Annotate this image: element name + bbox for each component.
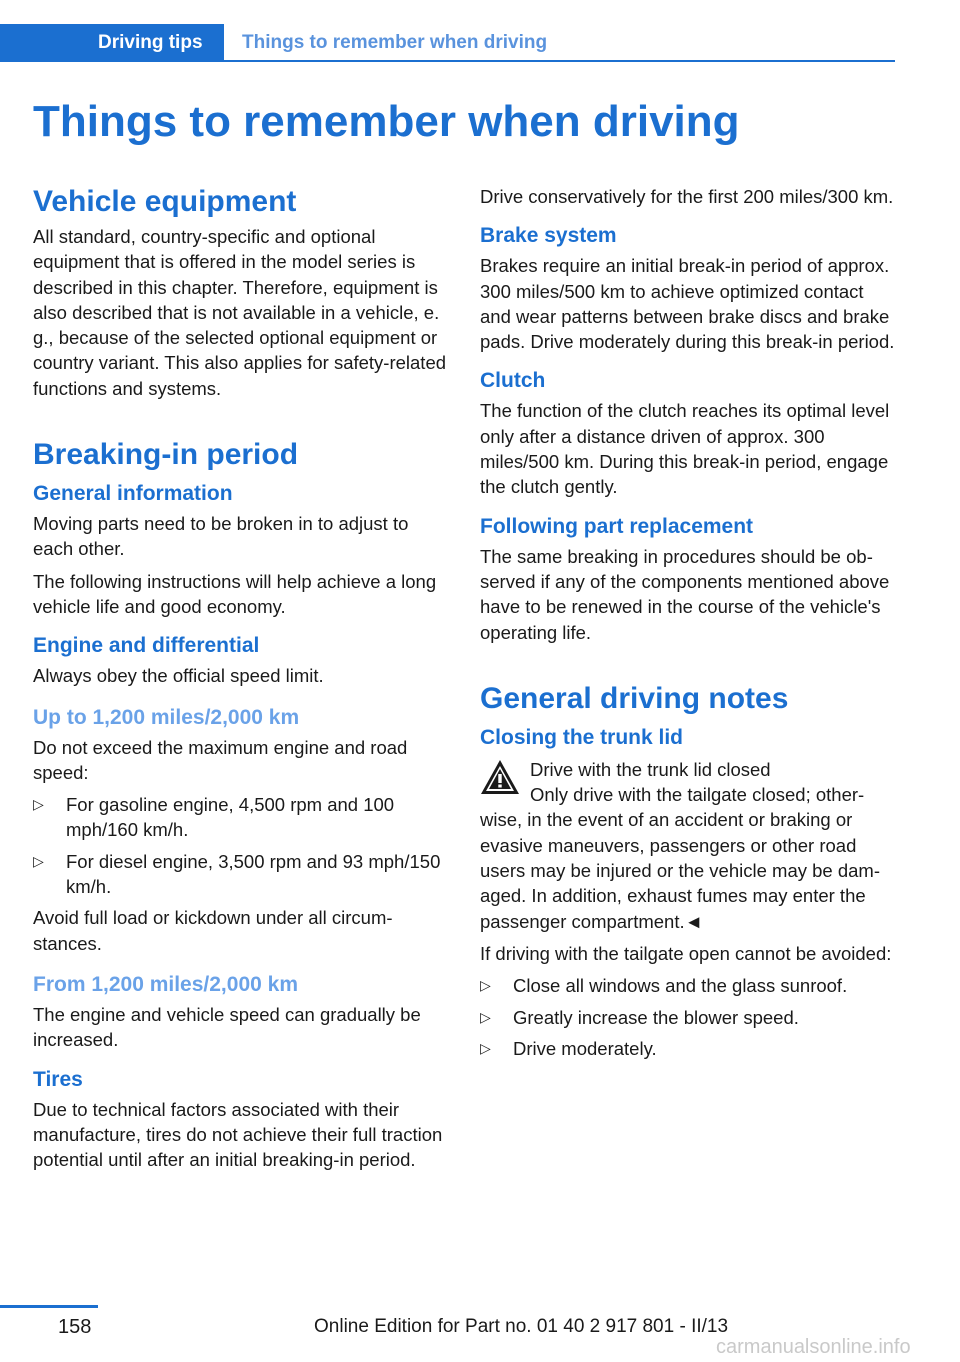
triangle-right-outline-icon: ▷ [33,796,44,813]
watermark: carmanualsonline.info [716,1336,911,1358]
list-item: ▷ Close all windows and the glass sunroof. [480,973,898,998]
breaking-in-heading: Breaking-in period [33,438,299,472]
left-column [33,184,451,1172]
footer-divider [0,1305,98,1308]
brake-system-heading: Brake system [480,224,617,248]
running-header [0,24,895,62]
list-item: ▷ Greatly increase the blower speed. [480,1005,898,1030]
topic-label: Things to remember when driving [242,32,548,53]
warning-triangle-icon [480,759,520,795]
chapter-label: Driving tips [98,32,203,53]
general-information-text-2: The following instructions will help achieve a long vehicle life and good economy. [33,570,437,617]
general-information-heading: General information [33,482,233,506]
up-to-text: Do not exceed the maximum engine and road speed: [33,736,408,783]
triangle-right-outline-icon: ▷ [480,1008,491,1025]
closing-trunk-heading: Closing the trunk lid [480,725,683,749]
part-replacement-heading: Following part replacement [480,514,754,538]
tires-text: Due to technical factors associated with their manufacture, tires do not achieve their full traction potential until after an initial breaking-in period. [33,1098,443,1171]
triangle-right-outline-icon: ▷ [480,977,491,994]
list-item: ▷ Drive moderately. [480,1036,898,1061]
from-text: The engine and vehicle speed can gradually be increased. [33,1003,421,1051]
warning-text: Only drive with the tailgate closed; otherwise, in the event of an accident or braking or evasive maneuvers, passengers or other road users may be injured or the vehicle may be damaged. In addition, exhaust fumes may enter the passenger compartment.◄ [480,784,881,932]
page-number: 158 [58,1316,92,1338]
warning-title: Drive with the trunk lid closed [530,758,771,780]
up-to-heading: Up to 1,200 miles/2,000 km [33,705,300,729]
triangle-right-outline-icon: ▷ [480,1039,491,1056]
vehicle-equipment-heading: Vehicle equipment [33,185,297,218]
chapter-tab [0,24,224,62]
clutch-text: The function of the clutch reaches its optimal level only after a distance driven of approx. 300 miles/500 km. During this break-in period, engage the clutch gently. [480,400,890,498]
speed-limit-list [33,792,451,899]
engine-differential-heading: Engine and differential [33,634,260,658]
vehicle-equipment-text: All standard, country-specific and optional equipment that is offered in the model series is described in this chapter. Therefore, equipment is also described that is not available in a vehicle, e. g., because of the selected optional equipment or country variant. This also applies for safety-related functions and systems. [33,226,447,399]
trunk-warning [480,757,898,934]
brake-system-text: Brakes require an initial break-in period of approx. 300 miles/500 km to achieve optimized contact and wear patterns between brake discs and brake pads. Drive moderately during this break-in period. [480,255,895,353]
avoid-kickdown-text: Avoid full load or kickdown under all circumstances. [33,907,393,954]
engine-differential-text: Always obey the official speed limit. [33,665,324,687]
edition-label: Online Edition for Part no. 01 40 2 917 801 - II/13 [314,1316,729,1337]
from-heading: From 1,200 miles/2,000 km [33,972,298,996]
general-driving-notes-heading: General driving notes [480,681,789,715]
tailgate-list [480,973,898,1061]
tires-continued-text: Drive conservatively for the first 200 miles/300 km. [480,186,894,207]
tailgate-open-text: If driving with the tailgate open cannot be avoided: [480,942,892,964]
triangle-right-outline-icon: ▷ [33,852,44,869]
list-item: ▷ For diesel engine, 3,500 rpm and 93 mph/150 km/h. [33,850,441,898]
clutch-heading: Clutch [480,369,546,393]
right-column [480,184,898,1067]
part-replacement-text: The same breaking in procedures should be observed if any of the components mentioned above have to be renewed in the course of the vehicle's operating life. [480,545,890,643]
page-title: Things to remember when driving [33,97,740,146]
list-item: ▷ For gasoline engine, 4,500 rpm and 100 mph/160 km/h. [33,794,395,841]
tires-heading: Tires [33,1067,83,1091]
general-information-text-1: Moving parts need to be broken in to adjust to each other. [33,513,409,560]
